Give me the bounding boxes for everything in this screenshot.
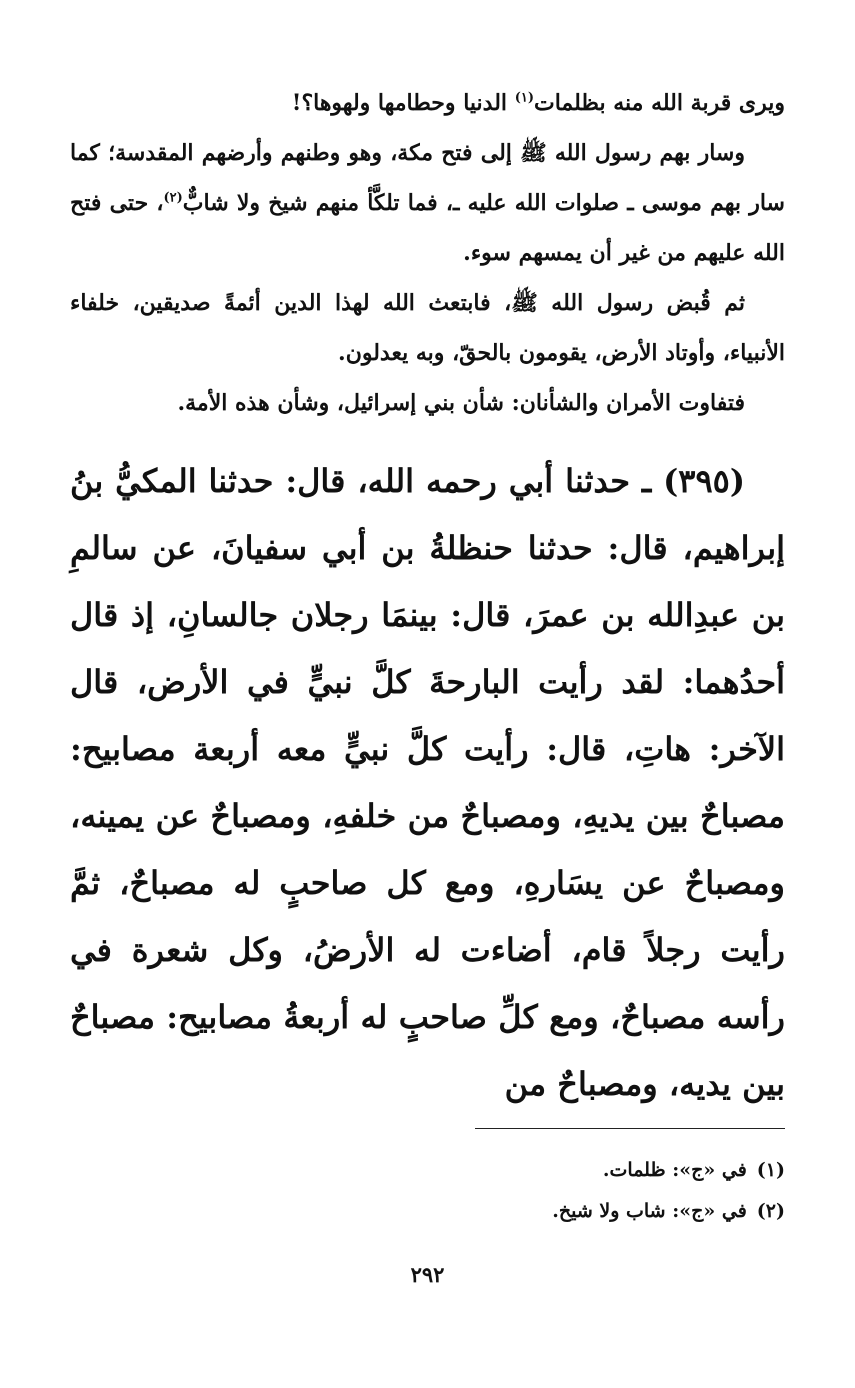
footnotes (70, 1150, 785, 1232)
hadith-text: ـ حدثنا أبي رحمه الله، قال: حدثنا المكيُّ بنُ إبراهيم، قال: حدثنا حنظلةُ بن أبي سفيانَ، عن سالمِ بن عبدِالله بن عمرَ، قال: بينمَا رجلان جالسانِ، إذ قال أحدُهما: لقد رأيت البارحةَ كلَّ نبيٍّ في الأرض، قال الآخر: هاتِ، قال: رأيت كلَّ نبيٍّ معه أربعة مصابيح: مصباحٌ بين يديهِ، ومصباحٌ من خلفهِ، ومصباحٌ عن يمينه، ومصباحٌ عن يسَارهِ، ومع كل صاحبٍ له مصباحٌ، ثمَّ رأيت رجلاً قام، أضاءت له الأرضُ، وكل شعرة في رأسه مصباحٌ، ومع كلِّ صاحبٍ له أربعةُ مصابيح: مصباحٌ بين يديه، ومصباحٌ من (70, 462, 785, 1103)
footnote-ref-1: (١) (514, 90, 534, 106)
intro-text-1: ويرى قربة الله منه بظلمات (533, 90, 785, 116)
intro-text-2: وسار بهم رسول الله ﷺ إلى فتح مكة، وهو وطنهم وأرضهم المقدسة؛ كما سار بهم موسى ـ صلوات الله عليه ـ، فما تلكَّأ منهم شيخ ولا شابٌّ (70, 140, 785, 216)
hadith-paragraph (70, 448, 785, 1118)
footnote-text: في «ج»: شاب ولا شيخ. (552, 1200, 747, 1222)
footnote-number: (٢) (756, 1200, 785, 1222)
hadith-section (70, 448, 785, 1118)
page-number: ٢٩٢ (410, 1262, 445, 1287)
hadith-number: (٣٩٥) (663, 462, 745, 500)
intro-paragraph-4: فتفاوت الأمران والشأنان: شأن بني إسرائيل، وشأن هذه الأمة. (177, 390, 745, 416)
intro-paragraph-2 (70, 128, 785, 278)
footnote-separator (475, 1128, 785, 1129)
footnote-1 (70, 1150, 785, 1191)
footnote-number: (١) (756, 1159, 785, 1181)
intro-paragraph-1 (70, 78, 785, 128)
intro-text-1-end: الدنيا وحطامها ولهوها؟! (291, 90, 515, 116)
intro-section (70, 78, 785, 428)
footnote-ref-2: (٢) (163, 190, 183, 206)
intro-paragraph-3: ثم قُبض رسول الله ﷺ، فابتعث الله لهذا الدين أئمةً صديقين، خلفاء الأنبياء، وأوتاد الأرض، يقومون بالحقّ، وبه يعدلون. (70, 290, 785, 366)
footnote-text: في «ج»: ظلمات. (602, 1159, 747, 1181)
page-body (70, 78, 785, 1118)
footnote-2 (70, 1191, 785, 1232)
intro-text-2-end: ، حتى فتح الله عليهم من غير أن يمسهم سوء. (70, 190, 785, 266)
